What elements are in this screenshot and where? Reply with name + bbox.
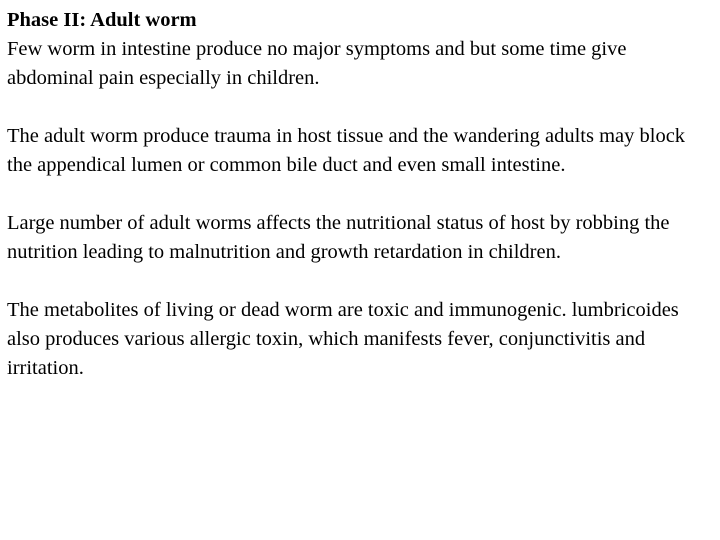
paragraph-metabolites: The metabolites of living or dead worm are toxic and immunogenic. lumbricoides also produces various allergic toxin, which manifests fever, conjunctivitis and irritation. [7,299,679,379]
slide-heading: Phase II: Adult worm [7,9,197,31]
paragraph-intestinal-symptoms: Few worm in intestine produce no major symptoms and but some time give abdominal pain especially in children. [7,38,627,89]
paragraph-tissue-trauma: The adult worm produce trauma in host tissue and the wandering adults may block the appendical lumen or common bile duct and even small intestine. [7,125,686,176]
paragraph-spacer [7,180,715,209]
paragraph-spacer [7,267,715,296]
paragraph-nutritional-status: Large number of adult worms affects the nutritional status of host by robbing the nutrition leading to malnutrition and growth retardation in children. [7,212,670,263]
slide-content [7,6,715,383]
paragraph-spacer [7,93,715,122]
